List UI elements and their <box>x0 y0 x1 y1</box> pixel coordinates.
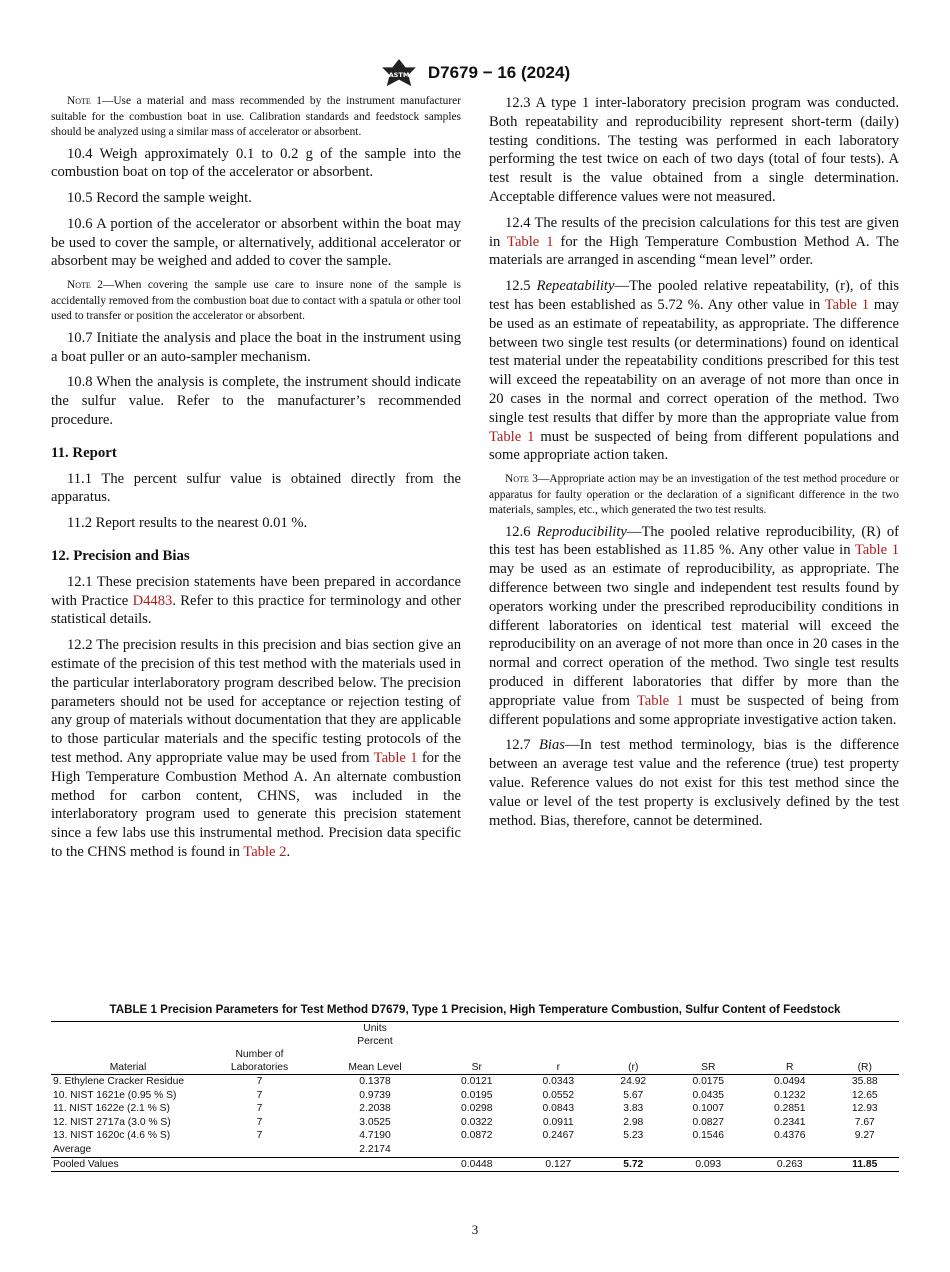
precision-table <box>51 1021 899 1172</box>
page-header <box>0 58 950 88</box>
table-caption: TABLE 1 Precision Parameters for Test Method D7679, Type 1 Precision, High Temperature Combustion, Sulfur Content of Feedstock <box>109 1003 841 1016</box>
para-12-6: 12.6 Reproducibility—The pooled relative reproducibility, (R) of this test has been established as 11.85 %. Any other value in Table 1 may be used as an estimate of reproducibility, as appropriate. The difference between two single and independent test results found by operators working under the prescribed reproducibility conditions in different laboratories on identical test material will exceed the reproducibility on an average of not more than once in 20 cases in the normal and correct operation of the method. Two single test results produced in different laboratories that differ by more than the appropriate value from Table 1 must be suspected of being from different populations and some appropriate investigative action taken. <box>489 523 899 728</box>
col-material: Material <box>51 1048 205 1075</box>
units-header: Units Percent <box>314 1022 436 1049</box>
section-11-heading: 11. Report <box>51 444 117 461</box>
table-row: 10. NIST 1621e (0.95 % S) 7 0.9739 0.0195 0.0552 5.67 0.0435 0.1232 12.65 <box>53 1089 878 1101</box>
col-R: R <box>749 1048 831 1075</box>
link-table-1[interactable]: Table 1 <box>824 296 870 313</box>
para-10-5: 10.5 Record the sample weight. <box>67 190 252 207</box>
col-SR: SR <box>667 1048 749 1075</box>
link-table-2[interactable]: Table 2 <box>243 843 287 860</box>
para-12-1: 12.1 These precision statements have been prepared in accordance with Practice D4483. Refer to this practice for terminology and other statistical details. <box>51 573 461 628</box>
link-table-1[interactable]: Table 1 <box>507 233 554 250</box>
para-10-6: 10.6 A portion of the accelerator or absorbent within the boat may be used to cover the sample, or alternatively, additional accelerator or absorbent may be weighed and added to cover the sample. <box>51 215 461 270</box>
para-10-8: 10.8 When the analysis is complete, the instrument should indicate the sulfur value. Refer to the manufacturer’s recommended procedure. <box>51 374 461 428</box>
col-R-rel: (R) <box>831 1048 899 1075</box>
page-number: 3 <box>471 1222 479 1237</box>
para-11-1: 11.1 The percent sulfur value is obtained directly from the apparatus. <box>51 470 461 506</box>
astm-logo-icon <box>380 58 418 88</box>
section-12-heading: 12. Precision and Bias <box>51 547 190 564</box>
col-r-rel: (r) <box>599 1048 667 1075</box>
table-row-pooled: Pooled Values 0.0448 0.127 5.72 0.093 0.263 11.85 <box>51 1157 899 1172</box>
link-table-1[interactable]: Table 1 <box>636 692 684 709</box>
table-row: 12. NIST 2717a (3.0 % S) 7 3.0525 0.0322 0.0911 2.98 0.0827 0.2341 7.67 <box>53 1116 875 1128</box>
col-sr: Sr <box>436 1048 518 1075</box>
document-designation: D7679 − 16 (2024) <box>427 63 571 82</box>
table-row: 13. NIST 1620c (4.6 % S) 7 4.7190 0.0872 0.2467 5.23 0.1546 0.4376 9.27 <box>53 1130 875 1142</box>
para-12-2: 12.2 The precision results in this precision and bias section give an estimate of the precision of this test method with the materials used in the particular interlaboratory program described below. The precision parameters should not be used for acceptance or rejection testing of any group of materials without documentation that they are applicable to those particular materials and the specific testing protocols of the test method. Any appropriate value may be used from Table 1 for the High Temperature Combustion Method A. An alternate combustion method for carbon content, CHNS, was included in the interlaboratory program used to generate this precision statement since a few labs use this instrumental method. Precision data specific to the CHNS method is found in Table 2. <box>51 637 461 860</box>
table-row: 9. Ethylene Cracker Residue 7 0.1378 0.0121 0.0343 24.92 0.0175 0.0494 35.88 <box>53 1076 878 1087</box>
para-10-7: 10.7 Initiate the analysis and place the boat in the instrument using a boat puller or an auto-sampler mechanism. <box>51 329 461 365</box>
para-12-7: 12.7 Bias—In test method terminology, bias is the difference between an average test value and the reference (true) test property value. Reference values do not exist for this test method since the value or level of the test property is exclusively defined by the test method. Bias, therefore, cannot be determined. <box>489 737 900 829</box>
table-row: 11. NIST 1622e (2.1 % S) 7 2.2038 0.0298 0.0843 3.83 0.1007 0.2851 12.93 <box>53 1103 878 1115</box>
left-column <box>51 94 461 869</box>
link-table-1[interactable]: Table 1 <box>373 749 418 766</box>
link-d4483[interactable]: D4483 <box>132 592 173 609</box>
link-table-1[interactable]: Table 1 <box>489 428 535 445</box>
link-table-1[interactable]: Table 1 <box>854 542 899 559</box>
col-labs: Number of Laboratories <box>205 1048 314 1075</box>
svg-text:ASTM: ASTM <box>388 70 410 79</box>
note-3: Note 3—Appropriate action may be an investigation of the test method procedure or apparatus for faulty operation or the declaration of a significant difference in the two materials, samples, etc., which generated the two test results. <box>489 473 899 517</box>
para-11-2: 11.2 Report results to the nearest 0.01 %. <box>67 515 308 532</box>
note-1: Note 1—Use a material and mass recommended by the instrument manufacturer suitable for the combustion boat in use. Calibration standards and feedstock samples should be analyzed using a similar mass of accelerator or absorbent. <box>51 95 461 138</box>
para-12-3: 12.3 A type 1 inter-laboratory precision program was conducted. Both repeatability and reproducibility represent short-term (daily) testing conditions. The testing was performed in each laboratory performing the test twice on each of two days (total of four tests). A test result is the value obtained from a single determination. Acceptable difference values were not measured. <box>489 95 899 205</box>
para-10-4: 10.4 Weigh approximately 0.1 to 0.2 g of the sample into the combustion boat on top of the accelerator or absorbent. <box>51 145 461 181</box>
col-r: r <box>518 1048 600 1075</box>
para-12-4: 12.4 The results of the precision calculations for this test are given in Table 1 for the High Temperature Combustion Method A. The materials are arranged in ascending “mean level” order. <box>489 214 899 269</box>
table-row-average: Average 2.2174 <box>53 1143 391 1155</box>
right-column <box>489 94 899 837</box>
note-2: Note 2—When covering the sample use care to insure none of the sample is accidentally removed from the combustion boat due to contact with a spatula or other tool used to transfer or position the accelerator or absorbent. <box>51 279 461 323</box>
table-1 <box>51 1003 899 1172</box>
para-12-5: 12.5 Repeatability—The pooled relative repeatability, (r), of this test has been established as 5.72 %. Any other value in Table 1 may be used as an estimate of repeatability, as appropriate. The difference between two single test results (or determinations) found on identical test material under the repeatability conditions prescribed for this test will exceed the repeatability on an average of not more than once in 20 cases in the normal and correct operation of the method. Two single test results that differ by more than the appropriate value from Table 1 must be suspected of being from different populations and some appropriate action taken. <box>489 278 900 464</box>
col-mean: Mean Level <box>314 1048 436 1075</box>
